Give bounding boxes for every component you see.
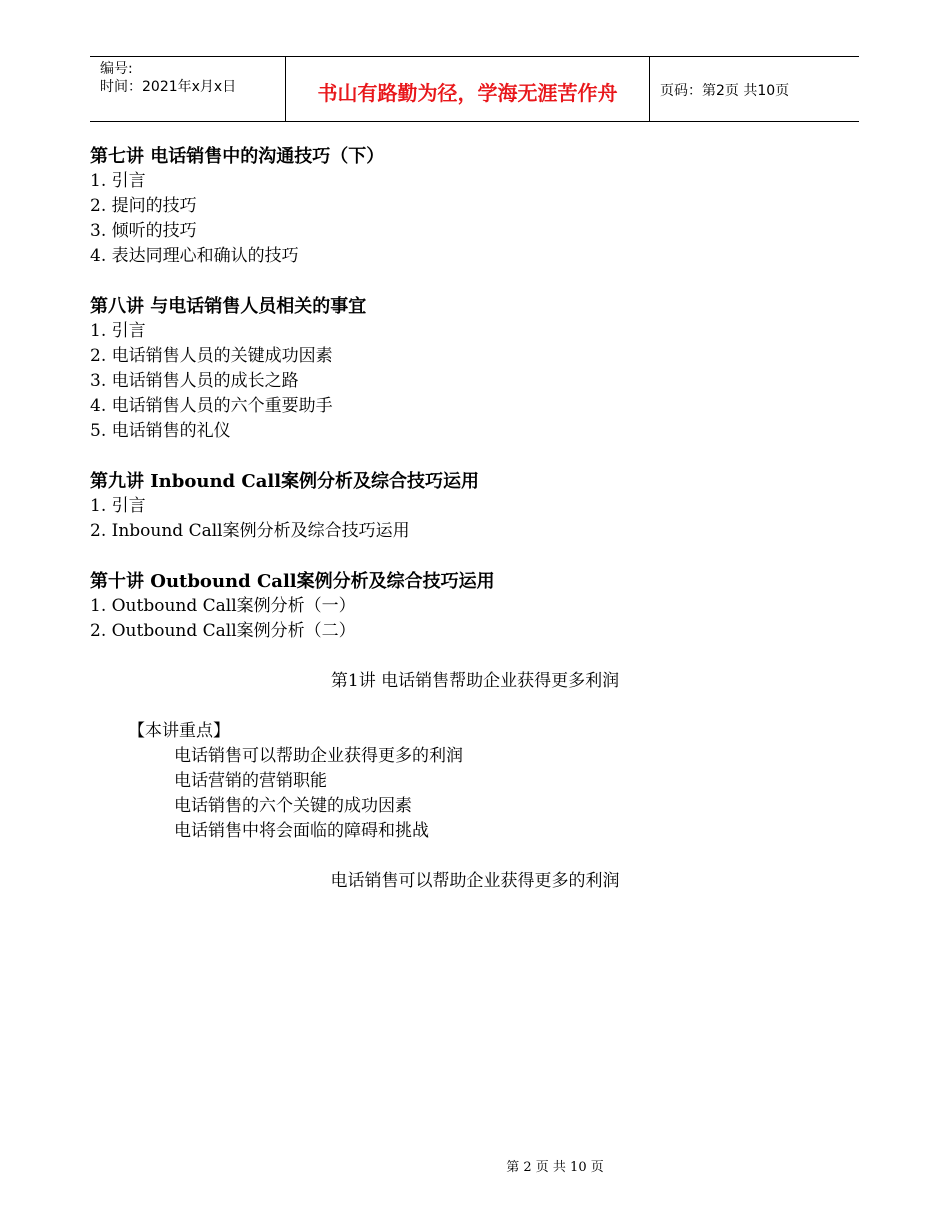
document-header — [90, 56, 859, 122]
list-item: 2. 提问的技巧 — [90, 196, 197, 216]
key-point-item: 电话营销的营销职能 — [174, 771, 327, 791]
spacer — [90, 694, 860, 719]
list-item: 2. Outbound Call案例分析（二） — [90, 621, 356, 641]
spacer — [90, 544, 860, 569]
key-point-item: 电话销售可以帮助企业获得更多的利润 — [174, 746, 463, 766]
spacer — [90, 444, 860, 469]
section-title: 第七讲 电话销售中的沟通技巧（下） — [90, 146, 385, 167]
list-item: 4. 电话销售人员的六个重要助手 — [90, 396, 333, 416]
list-item: 1. 引言 — [90, 496, 146, 516]
list-item: 2. 电话销售人员的关键成功因素 — [90, 346, 333, 366]
document-body — [90, 144, 860, 894]
spacer — [90, 644, 860, 669]
list-item: 5. 电话销售的礼仪 — [90, 421, 231, 441]
list-item: 1. 引言 — [90, 321, 146, 341]
list-item: 3. 电话销售人员的成长之路 — [90, 371, 299, 391]
header-page-info: 页码：第2页 共10页 — [660, 83, 790, 99]
page-footer: 第 2 页 共 10 页 — [506, 1160, 604, 1175]
header-meta — [90, 57, 286, 121]
key-point-item: 电话销售中将会面临的障碍和挑战 — [174, 821, 429, 841]
list-item: 4. 表达同理心和确认的技巧 — [90, 246, 299, 266]
spacer — [90, 844, 860, 869]
header-motto: 书山有路勤为径，学海无涯苦作舟 — [286, 57, 650, 121]
lecture-title: 第1讲 电话销售帮助企业获得更多利润 — [330, 671, 620, 691]
list-item: 3. 倾听的技巧 — [90, 221, 197, 241]
key-points-heading: 【本讲重点】 — [128, 721, 230, 741]
number-label: 编号: — [100, 61, 133, 77]
list-item: 1. Outbound Call案例分析（一） — [90, 596, 356, 616]
lecture-subheading: 电话销售可以帮助企业获得更多的利润 — [330, 871, 620, 891]
list-item: 2. Inbound Call案例分析及综合技巧运用 — [90, 521, 410, 541]
section-title: 第八讲 与电话销售人员相关的事宜 — [90, 296, 367, 317]
key-point-item: 电话销售的六个关键的成功因素 — [174, 796, 412, 816]
section-title: 第九讲 Inbound Call案例分析及综合技巧运用 — [90, 471, 480, 492]
list-item: 1. 引言 — [90, 171, 146, 191]
time-label: 时间：2021年x月x日 — [100, 79, 237, 95]
section-title: 第十讲 Outbound Call案例分析及综合技巧运用 — [90, 571, 495, 592]
spacer — [90, 269, 860, 294]
